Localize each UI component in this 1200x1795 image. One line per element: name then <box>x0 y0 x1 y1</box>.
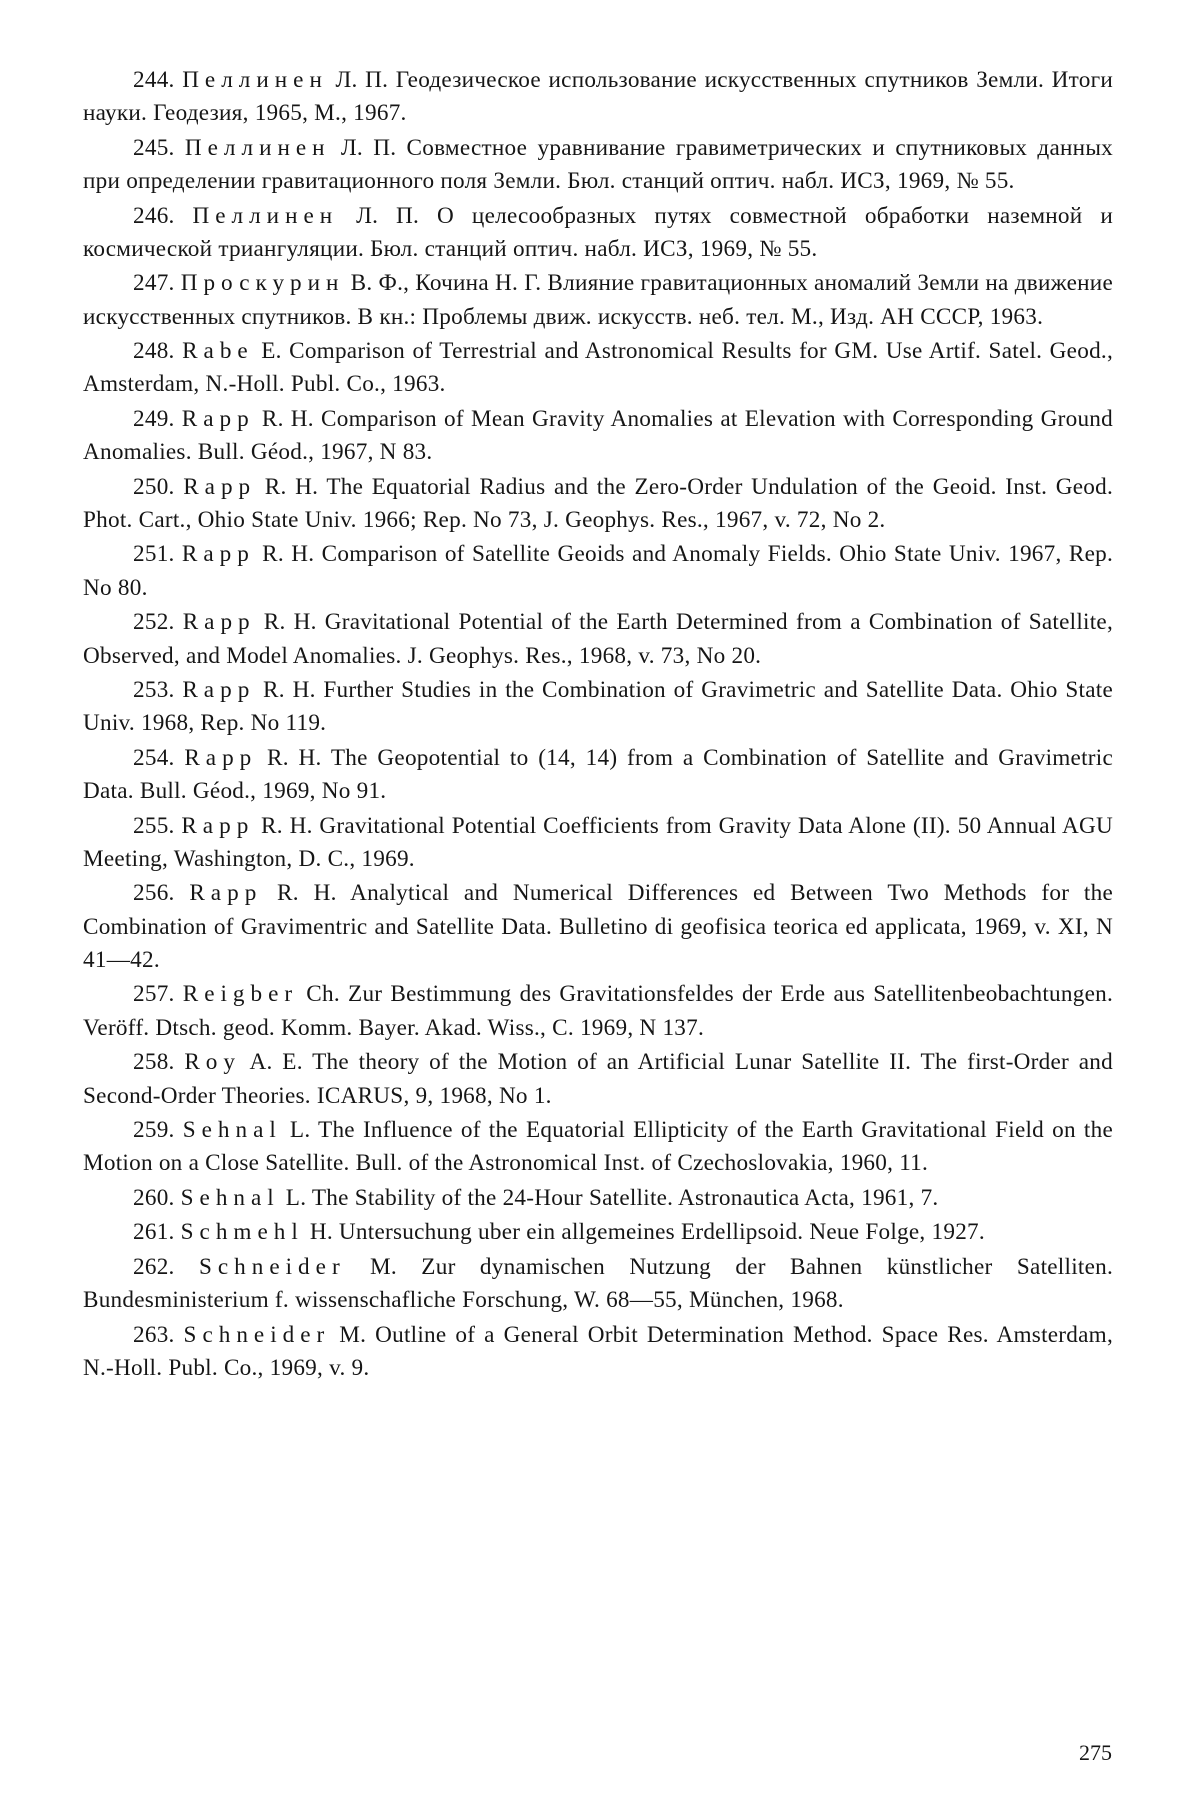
reference-entry <box>83 810 1113 877</box>
reference-number: 253. <box>133 677 175 704</box>
reference-author: Проскурин <box>180 270 345 297</box>
reference-entry <box>83 1216 1113 1249</box>
reference-text: Л. П. Геодезическое использование искусственных спутников Земли. Итоги науки. Геодезия, 1965, М., 1967. <box>83 67 1113 127</box>
reference-number: 261. <box>133 1219 175 1246</box>
reference-text: M. Outline of a General Orbit Determination Method. Space Res. Amsterdam, N.-Holl. Publ. Co., 1969, v. 9. <box>83 1321 1113 1381</box>
reference-entry <box>83 978 1113 1045</box>
reference-entry <box>83 877 1113 977</box>
reference-number: 263. <box>133 1321 175 1348</box>
reference-author: Rapp <box>181 541 255 568</box>
reference-number: 252. <box>133 609 175 636</box>
reference-text: R. H. Comparison of Satellite Geoids and Anomaly Fields. Ohio State Univ. 1967, Rep. No 80. <box>83 541 1113 601</box>
reference-text: L. The Stability of the 24-Hour Satellite. Astronautica Acta, 1961, 7. <box>279 1184 939 1211</box>
reference-text: E. Comparison of Terrestrial and Astronomical Results for GM. Use Artif. Satel. Geod., Amsterdam, N.-Holl. Publ. Co., 1963. <box>83 338 1114 398</box>
reference-text: H. Untersuchung uber ein allgemeines Erdellipsoid. Neue Folge, 1927. <box>303 1219 985 1246</box>
reference-number: 247. <box>133 270 175 297</box>
reference-entry <box>83 403 1113 470</box>
reference-number: 250. <box>133 473 175 500</box>
reference-text: L. The Influence of the Equatorial Ellipticity of the Earth Gravitational Field on the Motion on a Close Satellite. Bull. of the Astronomical Inst. of Czechoslovakia, 1960, 11. <box>83 1117 1113 1177</box>
reference-text: Ch. Zur Bestimmung des Gravitationsfeldes der Erde aus Satellitenbeobachtungen. Veröff. Dtsch. geod. Komm. Bayer. Akad. Wiss., C. 1969, N 137. <box>83 981 1113 1041</box>
reference-entry <box>83 335 1113 402</box>
reference-entry <box>83 606 1113 673</box>
reference-author: Roy <box>184 1049 241 1076</box>
reference-text: Л. П. О целесообразных путях совместной обработки наземной и космической триангуляции. Бюл. станций оптич. набл. ИСЗ, 1969, № 55. <box>83 202 1114 262</box>
reference-text: A. E. The theory of the Motion of an Artificial Lunar Satellite II. The first-Order and Second-Order Theories. ICARUS, 9, 1968, No 1. <box>83 1049 1113 1109</box>
reference-entry <box>83 1182 1113 1215</box>
bibliography-list <box>83 64 1113 1386</box>
reference-number: 259. <box>133 1117 175 1144</box>
reference-text: R. H. Further Studies in the Combination of Gravimetric and Satellite Data. Ohio State Univ. 1968, Rep. No 119. <box>83 677 1114 737</box>
reference-author: Rapp <box>189 880 263 907</box>
reference-author: Пеллинен <box>182 67 328 93</box>
reference-author: Schmehl <box>180 1219 304 1246</box>
reference-author: Rabe <box>182 338 254 365</box>
reference-number: 248. <box>133 338 175 365</box>
reference-text: M. Zur dynamischen Nutzung der Bahnen künstlicher Satelliten. Bundesministerium f. wissenschafliche Forschung, W. 68—55, München, 1968. <box>83 1253 1114 1314</box>
reference-entry <box>83 1046 1113 1113</box>
reference-entry <box>83 64 1113 131</box>
reference-number: 256. <box>133 880 175 907</box>
reference-text: R. H. The Geopotential to (14, 14) from a Combination of Satellite and Gravimetric Data. Bull. Géod., 1969, No 91. <box>83 744 1114 805</box>
reference-number: 255. <box>133 812 175 839</box>
reference-number: 262. <box>133 1253 175 1280</box>
reference-number: 246. <box>133 202 175 229</box>
page-number: 275 <box>1079 1740 1112 1765</box>
reference-text: R. H. Gravitational Potential of the Earth Determined from a Combination of Satellite, Observed, and Model Anomalies. J. Geophys. Res., 1968, v. 73, No 20. <box>83 609 1113 669</box>
reference-entry <box>83 471 1113 538</box>
reference-entry <box>83 1319 1113 1386</box>
reference-number: 244. <box>133 67 175 93</box>
reference-author: Schneider <box>198 1253 346 1280</box>
reference-number: 260. <box>133 1184 175 1211</box>
reference-number: 251. <box>133 541 175 568</box>
reference-entry <box>83 200 1113 267</box>
reference-text: В. Ф., Кочина Н. Г. Влияние гравитационных аномалий Земли на движение искусственных спутников. В кн.: Проблемы движ. искусств. неб. тел. М., Изд. АН СССР, 1963. <box>83 270 1113 330</box>
reference-number: 249. <box>133 405 175 432</box>
reference-entry <box>83 132 1113 199</box>
reference-author: Rapp <box>182 677 256 704</box>
reference-author: Sehnal <box>180 1184 280 1211</box>
reference-author: Пеллинен <box>192 202 339 229</box>
reference-author: Reigber <box>182 981 299 1008</box>
reference-author: Пеллинен <box>184 134 331 161</box>
reference-text: R. H. The Equatorial Radius and the Zero-Order Undulation of the Geoid. Inst. Geod. Phot. Cart., Ohio State Univ. 1966; Rep. No 73, J. Geophys. Res., 1967, v. 72, No 2. <box>83 473 1113 533</box>
reference-author: Schneider <box>183 1321 331 1348</box>
reference-author: Rapp <box>181 812 255 839</box>
reference-entry <box>83 538 1113 605</box>
reference-author: Sehnal <box>182 1117 282 1144</box>
reference-text: R. H. Gravitational Potential Coefficients from Gravity Data Alone (II). 50 Annual AGU Meeting, Washington, D. C., 1969. <box>83 812 1113 872</box>
reference-number: 258. <box>133 1049 175 1076</box>
reference-author: Rapp <box>182 609 256 636</box>
reference-author: Rapp <box>184 744 258 771</box>
reference-entry <box>83 742 1113 809</box>
reference-text: R. H. Analytical and Numerical Differences ed Between Two Methods for the Combination of Gravimentric and Satellite Data. Bulletino di geofisica teorica ed applicata, 1969, v. XI, N 41—42. <box>83 880 1114 973</box>
reference-author: Rapp <box>183 473 257 500</box>
reference-text: Л. П. Совместное уравнивание гравиметрических и спутниковых данных при определении гравитационного поля Земли. Бюл. станций оптич. набл. ИСЗ, 1969, № 55. <box>83 134 1114 195</box>
reference-entry <box>83 1251 1113 1318</box>
reference-entry <box>83 674 1113 741</box>
reference-number: 254. <box>133 744 175 771</box>
reference-text: R. H. Comparison of Mean Gravity Anomalies at Elevation with Corresponding Ground Anomalies. Bull. Géod., 1967, N 83. <box>83 405 1113 466</box>
reference-entry <box>83 1114 1113 1181</box>
reference-number: 245. <box>133 134 175 161</box>
reference-number: 257. <box>133 981 175 1008</box>
reference-entry <box>83 267 1113 334</box>
reference-author: Rapp <box>181 405 255 432</box>
